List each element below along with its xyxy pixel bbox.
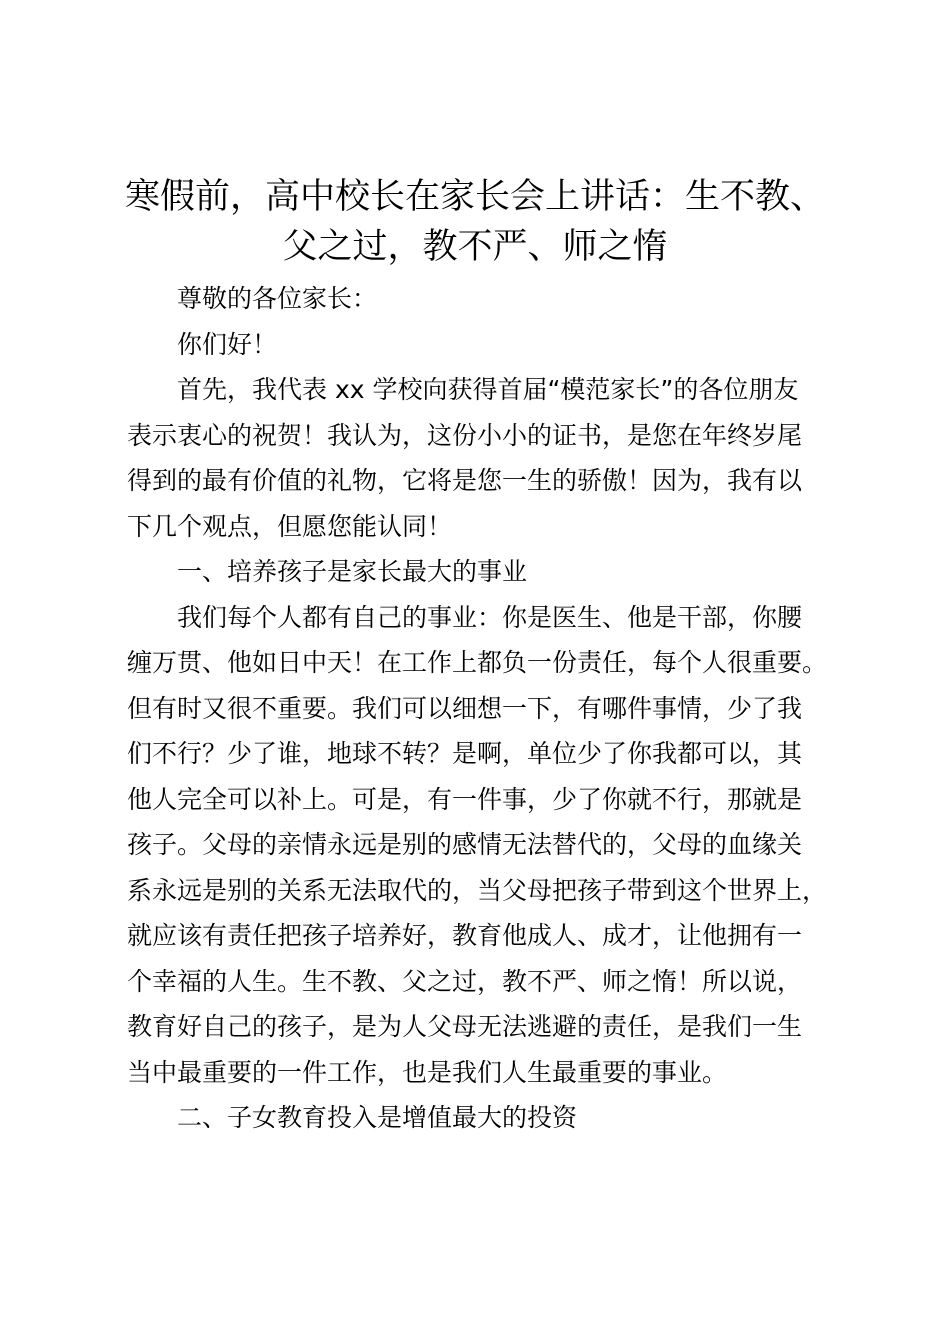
text-line: 尊敬的各位家长： — [177, 284, 378, 313]
text-line: 首先，我代表 xx 学校向获得首届“模范家长”的各位朋友 — [177, 375, 799, 404]
text-line: 但有时又很不重要。我们可以细想一下，有哪件事情，少了我 — [127, 693, 803, 723]
text-line: 就应该有责任把孩子培养好，教育他成人、成才，让他拥有一 — [127, 921, 803, 950]
text-line: 们不行？少了谁，地球不转？是啊，单位少了你我都可以，其 — [127, 739, 803, 768]
text-line: 孩子。父母的亲情永远是别的感情无法替代的，父母的血缘关 — [127, 830, 803, 859]
text-line: 教育好自己的孩子，是为人父母无法逃避的责任，是我们一生 — [127, 1012, 803, 1041]
text-line: 系永远是别的关系无法取代的，当父母把孩子带到这个世界上， — [127, 875, 828, 905]
text-line: 下几个观点，但愿您能认同！ — [127, 511, 453, 541]
document-title — [110, 172, 840, 272]
text-line: 我们每个人都有自己的事业：你是医生、他是干部，你腰 — [177, 602, 803, 632]
text-line: 当中最重要的一件工作，也是我们人生最重要的事业。 — [127, 1057, 728, 1087]
document-body — [127, 276, 857, 1141]
title-line-2: 父之过，教不严、师之惰 — [282, 227, 668, 267]
text-line: 表示衷心的祝贺！我认为，这份小小的证书，是您在年终岁尾 — [127, 420, 803, 450]
text-line: 缠万贯、他如日中天！在工作上都负一份责任，每个人很重要。 — [127, 648, 828, 677]
text-line: 他人完全可以补上。可是，有一件事，少了你就不行，那就是 — [127, 784, 803, 814]
text-line: 你们好！ — [177, 329, 278, 359]
text-line: 个幸福的人生。生不教、父之过，教不严、师之惰！所以说， — [127, 966, 803, 996]
title-line-1: 寒假前，高中校长在家长会上讲话：生不教、 — [124, 177, 825, 217]
text-line: 一、培养孩子是家长最大的事业 — [177, 557, 528, 586]
text-line: 得到的最有价值的礼物，它将是您一生的骄傲！因为，我有以 — [127, 466, 803, 495]
text-line: 二、子女教育投入是增值最大的投资 — [177, 1103, 578, 1132]
